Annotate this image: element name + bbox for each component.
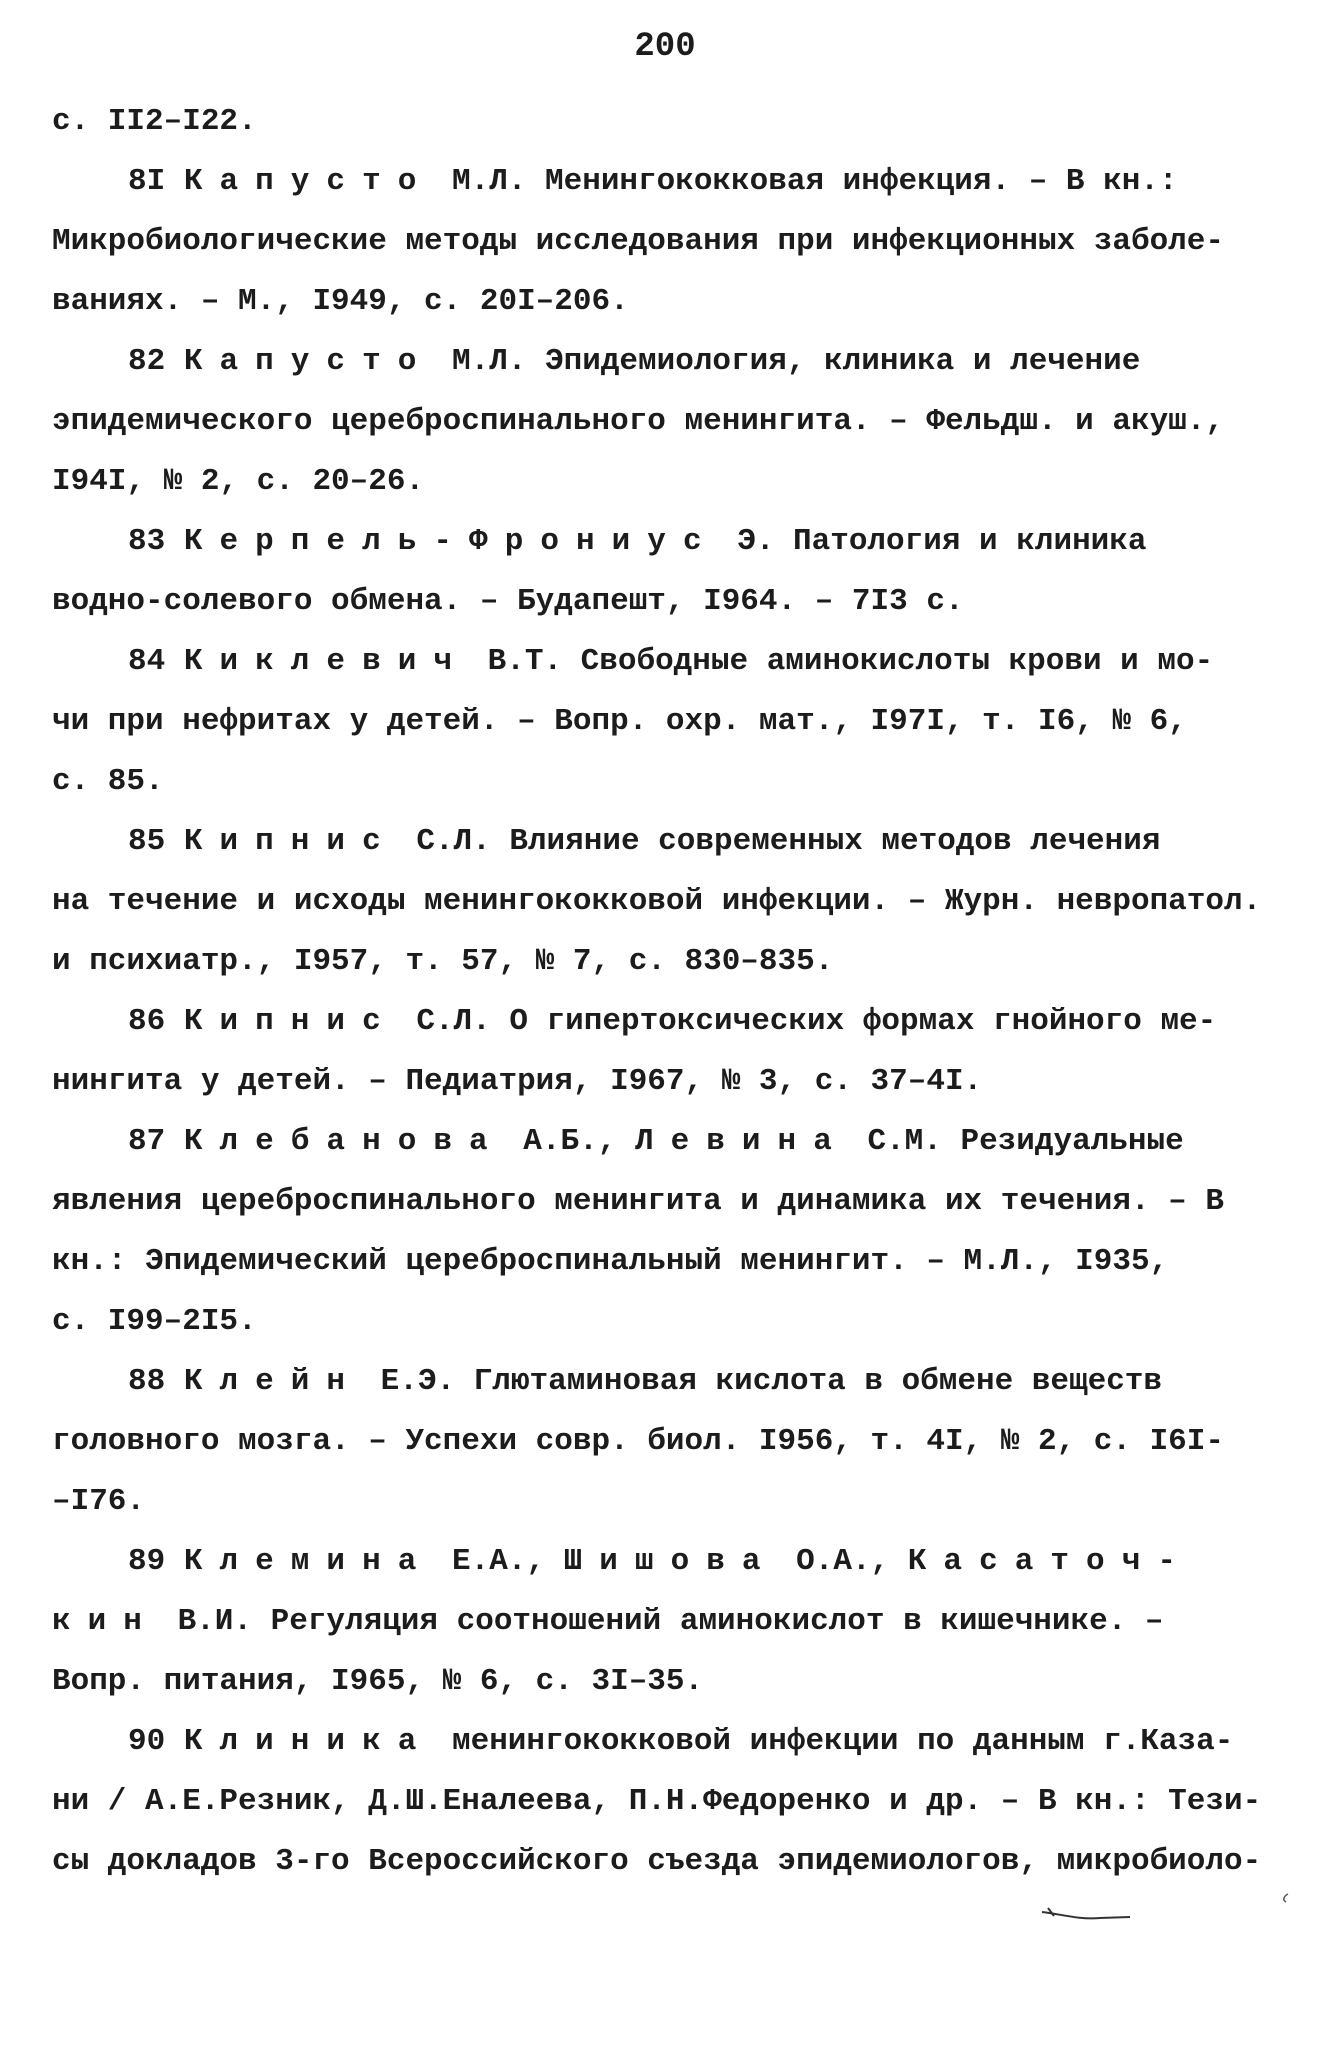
entry-line [52,692,1232,752]
author-name: Капусто [183,344,434,379]
line-text: М.Л. Эпидемиология, клиника и лечение [433,344,1141,379]
entry-line [52,392,1232,452]
entry-first-line [52,992,1232,1052]
line-text: 8I [128,164,184,199]
line-text: 87 [128,1124,184,1159]
entry-line [52,1412,1232,1472]
line-text: 85 [128,824,184,859]
line-text: ваниях. – М., I949, с. 20I–206. [52,284,629,319]
line-text: М.Л. Менингококковая инфекция. – В кн.: [433,164,1178,199]
line-text: 88 [128,1364,184,1399]
author-name: Левина [634,1124,849,1159]
line-text: эпидемического цереброспинального менингита. – Фельдш. и акуш., [52,404,1224,439]
entry-first-line [52,512,1232,572]
line-text: с. II2–I22. [52,104,257,139]
entry-first-line [52,1352,1232,1412]
entry-first-line [52,332,1232,392]
entry-line [52,272,1232,332]
line-text: Вопр. питания, I965, № 6, с. 3I–35. [52,1664,704,1699]
entry-line [52,752,1232,812]
line-text: кн.: Эпидемический цереброспинальный менингит. – М.Л., I935, [52,1244,1169,1279]
line-text: С.М. Резидуальные [848,1124,1184,1159]
line-text: менингококковой инфекции по данным г.Каза- [433,1724,1234,1759]
line-text: Е.Э. Глютаминовая кислота в обмене веществ [362,1364,1163,1399]
line-text: ни / А.Е.Резник, Д.Ш.Еналеева, П.Н.Федоренко и др. – В кн.: Тези- [52,1784,1262,1819]
line-text: сы докладов 3-го Всероссийского съезда эпидемиологов, микробиоло- [52,1844,1262,1879]
line-text: на течение и исходы менингококковой инфекции. – Журн. невропатол. [52,884,1262,919]
line-text: с. I99–2I5. [52,1304,257,1339]
entry-first-line [52,1112,1232,1172]
entry-line [52,1832,1262,1892]
line-text: с. 85. [52,764,164,799]
entry-line [52,92,1232,152]
line-text: 86 [128,1004,184,1039]
line-text: 84 [128,644,184,679]
line-text: В.И. Регуляция соотношений аминокислот в кишечнике. – [158,1604,1164,1639]
line-text: 83 [128,524,184,559]
entry-line [52,932,1232,992]
entry-line [52,1652,1232,1712]
author-name: Кипнис [183,824,398,859]
line-text: 82 [128,344,184,379]
line-text: В.Т. Свободные аминокислоты крови и мо- [469,644,1214,679]
author-name: Киклевич [183,644,470,679]
author-name: Клемина [183,1544,434,1579]
pen-mark [1040,1890,1300,1930]
entry-line [52,572,1232,632]
author-name: Клебанова [183,1124,505,1159]
author-name: Касаточ- [907,1544,1194,1579]
entry-first-line [52,812,1232,872]
line-text: С.Л. О гипертоксических формах гнойного ме- [397,1004,1217,1039]
entry-line [52,212,1232,272]
line-text: нингита у детей. – Педиатрия, I967, № 3, с. 37–4I. [52,1064,983,1099]
entry-line [52,1052,1232,1112]
entry-first-line [52,632,1232,692]
entry-first-line [52,1712,1232,1772]
author-name: Кипнис [183,1004,398,1039]
entry-line [52,1172,1232,1232]
line-text: 90 [128,1724,184,1759]
entry-line [52,1772,1262,1832]
entry-line [52,1232,1232,1292]
entry-first-line [52,152,1232,212]
entry-line [52,1472,1232,1532]
author-name: Клиника [183,1724,434,1759]
author-name: кин [52,1604,159,1639]
entry-first-line [52,1532,1232,1592]
author-name: Клейн [183,1364,363,1399]
line-text: Е.А., [433,1544,564,1579]
line-text: и психиатр., I957, т. 57, № 7, с. 830–835. [52,944,834,979]
author-name: Капусто [183,164,434,199]
line-text: явления цереброспинального менингита и динамика их течения. – В [52,1184,1224,1219]
line-text: Микробиологические методы исследования при инфекционных заболе- [52,224,1224,259]
line-text: 89 [128,1544,184,1579]
line-text: головного мозга. – Успехи совр. биол. I956, т. 4I, № 2, с. I6I- [52,1424,1224,1459]
bibliography-list [52,92,1262,1892]
line-text: С.Л. Влияние современных методов лечения [397,824,1161,859]
entry-line [52,1592,1232,1652]
line-text: О.А., [777,1544,908,1579]
line-text: Э. Патология и клиника [718,524,1147,559]
line-text: –I76. [52,1484,146,1519]
entry-line [52,452,1232,512]
line-text: водно-солевого обмена. – Будапешт, I964. – 7I3 с. [52,584,964,619]
entry-line [52,872,1262,932]
line-text: чи при нефритах у детей. – Вопр. охр. мат., I97I, т. I6, № 6, [52,704,1187,739]
entry-line [52,1292,1232,1352]
page-number: 200 [634,28,696,66]
line-text: I94I, № 2, с. 20–26. [52,464,425,499]
line-text: А.Б., [504,1124,635,1159]
author-name: Керпель-Фрониус [183,524,719,559]
author-name: Шишова [563,1544,778,1579]
